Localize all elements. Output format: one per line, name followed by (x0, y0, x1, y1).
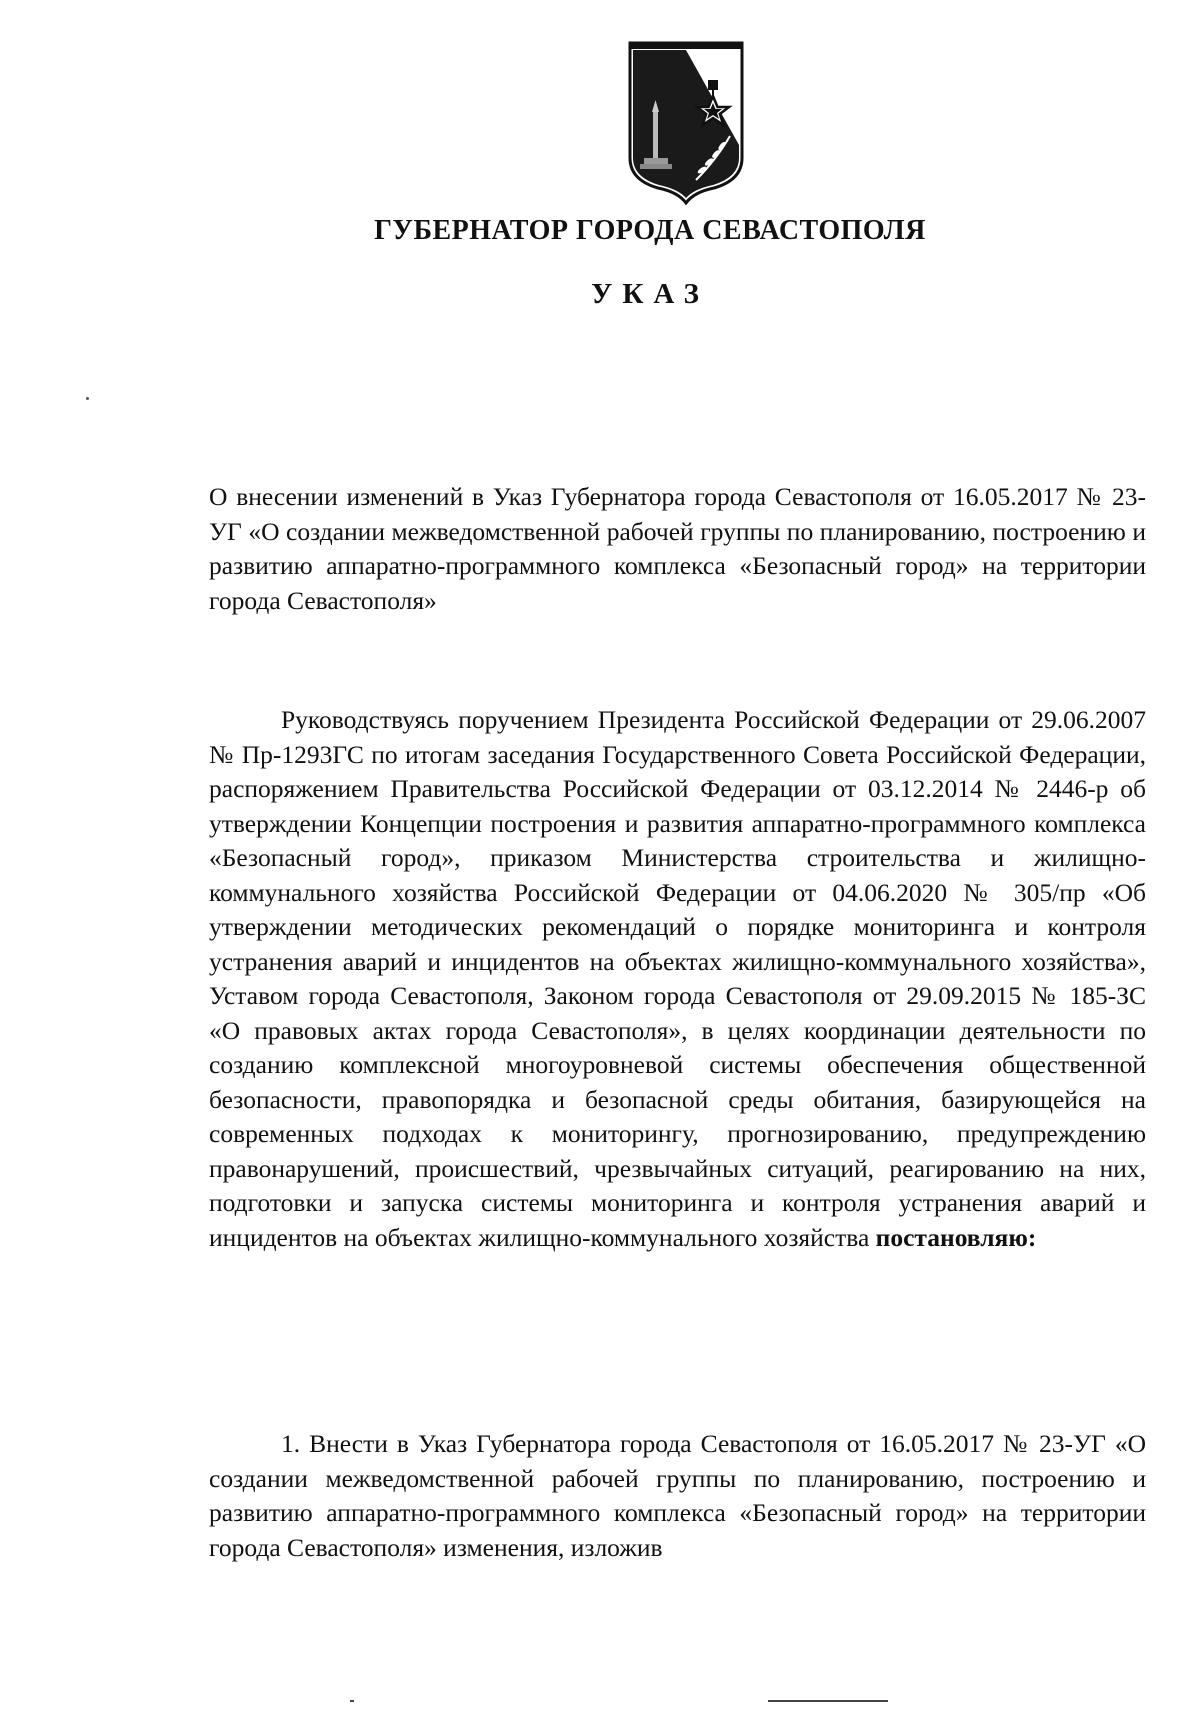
sevastopol-coat-of-arms-icon (626, 40, 746, 205)
scan-artifact (86, 397, 89, 400)
decree-preamble (209, 703, 1146, 1255)
scan-artifact (350, 1700, 354, 1702)
document-type: УКАЗ (591, 278, 709, 310)
decree-item-1: 1. Внести в Указ Губернатора города Севастополя от 16.05.2017 № 23-УГ «О создании межведомственной рабочей группы по планированию, построению и развитию аппаратно-программного комплекса «Безопасный город» на территории города Севастополя» изменения, изложив (209, 1429, 1146, 1562)
scan-artifact (768, 1700, 888, 1702)
decree-word: постановляю: (875, 1222, 1037, 1252)
decree-subject: О внесении изменений в Указ Губернатора города Севастополя от 16.05.2017 № 23-УГ «О создании межведомственной рабочей группы по планированию, построению и развитию аппаратно-программного комплекса «Безопасный город» на территории города Севастополя» (209, 482, 1146, 615)
issuing-authority: ГУБЕРНАТОР ГОРОДА СЕВАСТОПОЛЯ (374, 215, 926, 246)
preamble-text: Руководствуясь поручением Президента Российской Федерации от 29.06.2007 № Пр-1293ГС по итогам заседания Государственного Совета Российской Федерации, распоряжением Правительства Российской Федерации от 03.12.2014 № 2446-р об утверждении Концепции построения и развития аппаратно-программного комплекса «Безопасный город», приказом Министерства строительства и жилищно-коммунального хозяйства Российской Федерации от 04.06.2020 № 305/пр «Об утверждении методических рекомендаций о порядке мониторинга и контроля устранения аварий и инцидентов на объектах жилищно-коммунального хозяйства», Уставом города Севастополя, Законом города Севастополя от 29.09.2015 № 185-ЗС «О правовых актах города Севастополя», в целях координации деятельности по созданию комплексной многоуровневой системы обеспечения общественной безопасности, правопорядка и безопасной среды обитания, базирующейся на современных подходах к мониторингу, прогнозированию, предупреждению правонарушений, происшествий, чрезвычайных ситуаций, реагированию на них, подготовки и запуска системы мониторинга и контроля устранения аварий и инцидентов на объектах жилищно-коммунального хозяйства (209, 705, 1146, 1252)
